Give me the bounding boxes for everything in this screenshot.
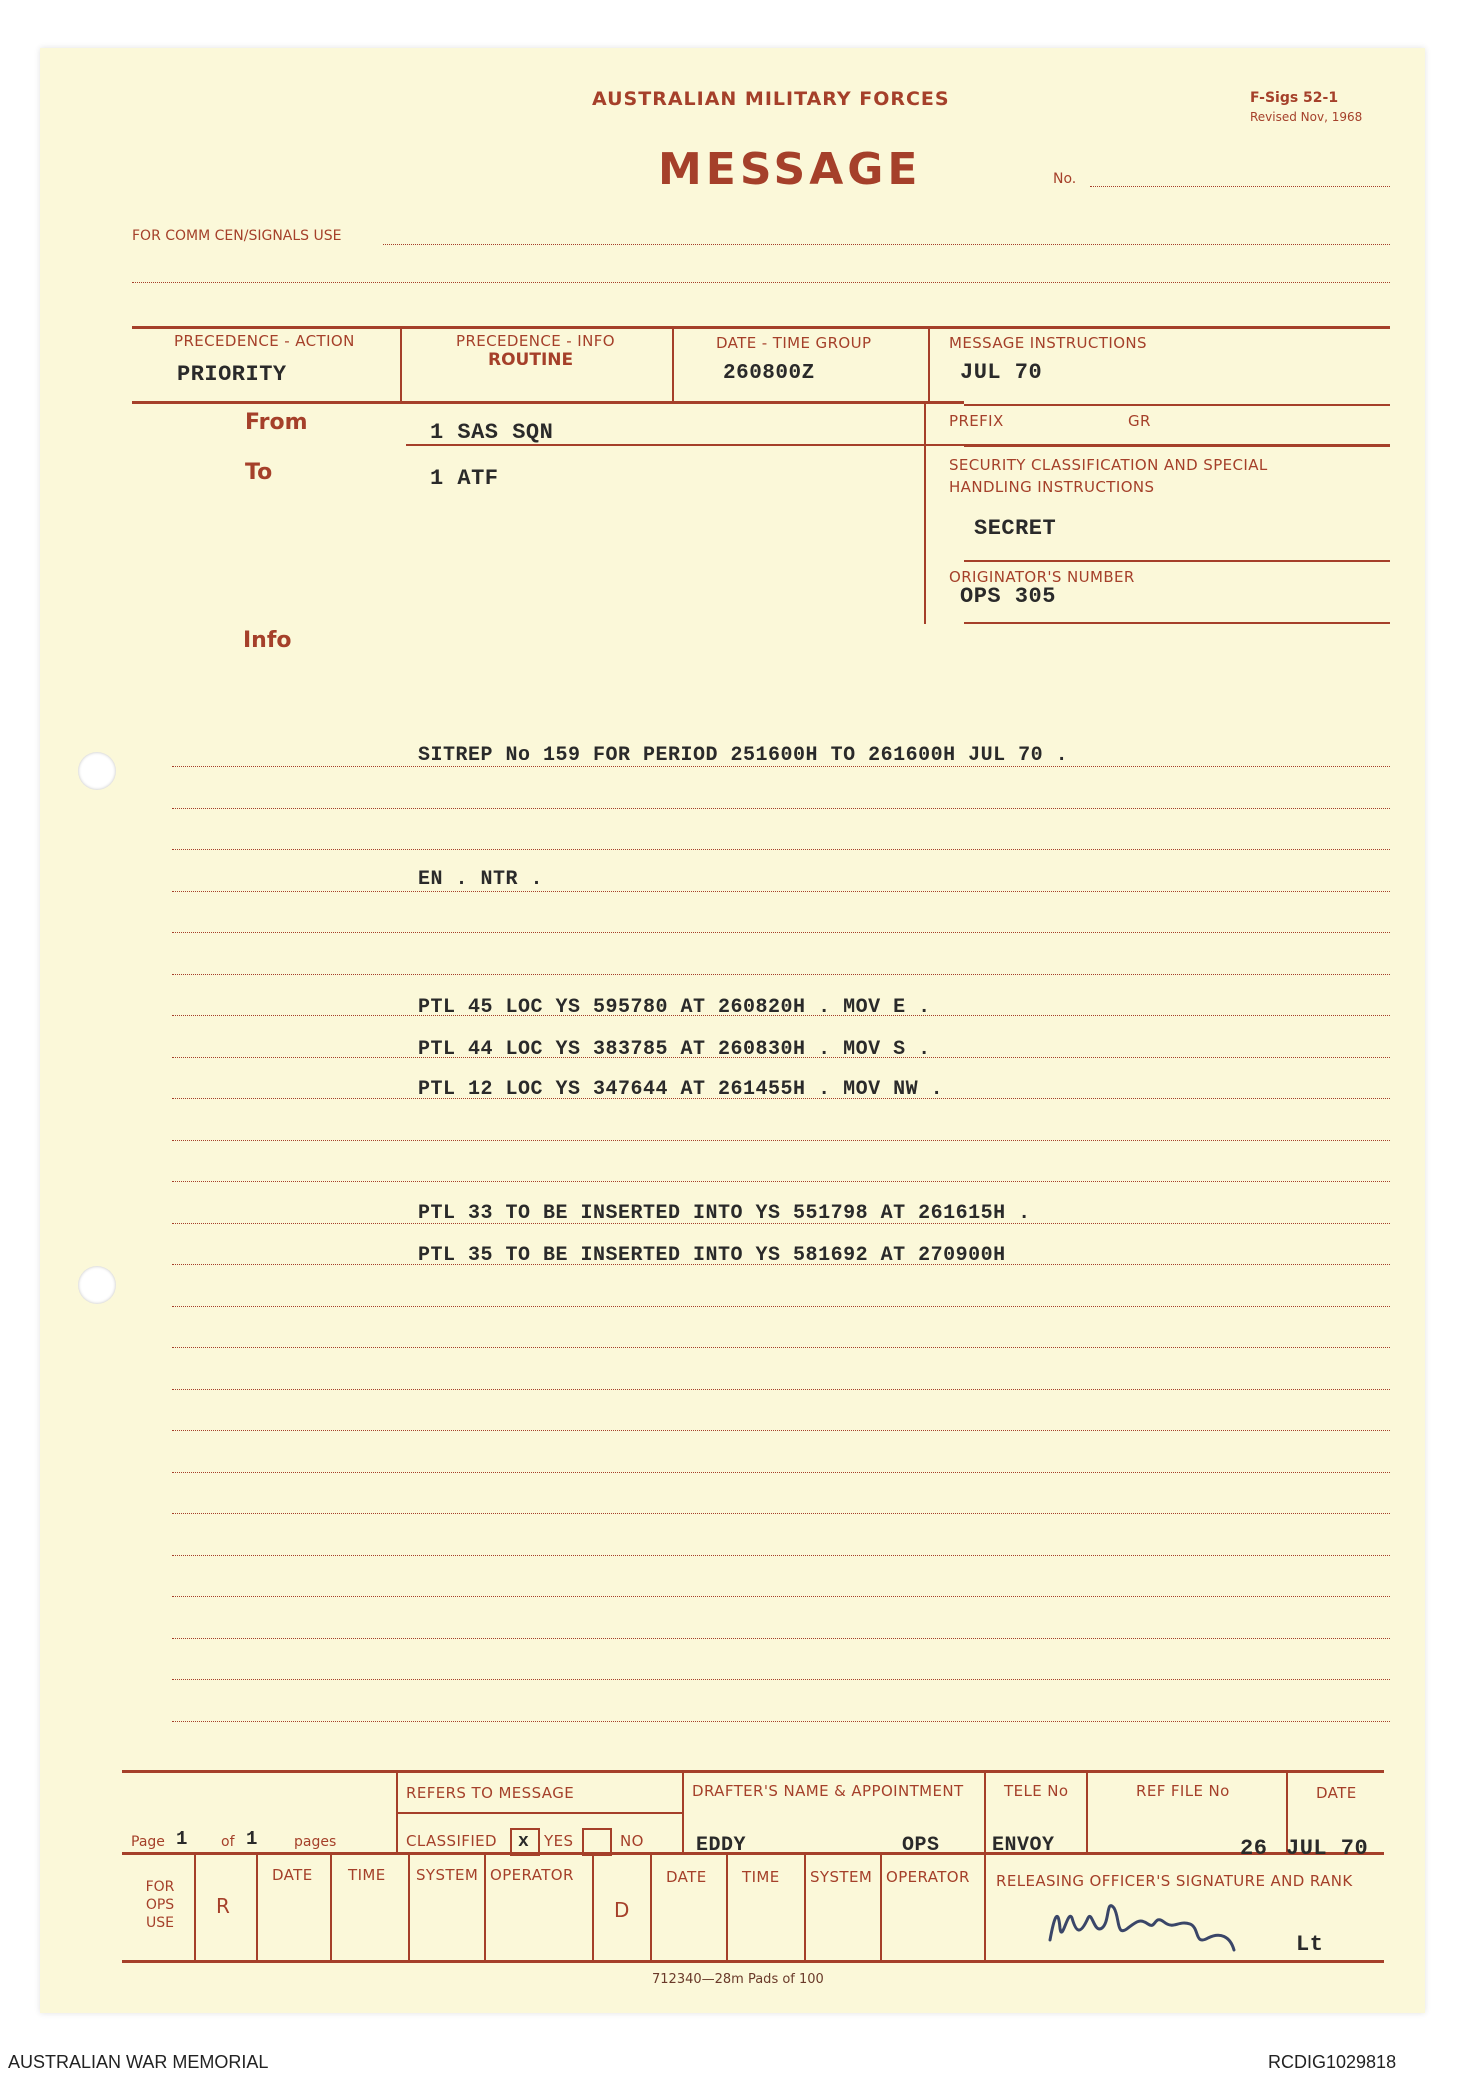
drafter-appointment: OPS [902,1834,940,1857]
precedence-action-value: PRIORITY [177,362,287,387]
col-system-2: SYSTEM [810,1868,873,1886]
ruled-line [172,1638,1390,1639]
body-line-ptl35: PTL 35 TO BE INSERTED INTO YS 581692 AT 270900H [418,1244,1006,1267]
precedence-action-label: PRECEDENCE - ACTION [174,332,355,350]
d-cell: D [614,1898,630,1922]
archive-source: AUSTRALIAN WAR MEMORIAL [8,2052,269,2072]
page-total: 1 [246,1828,258,1850]
ruled-line [172,1513,1390,1514]
bottom-mid-rule [122,1852,1384,1855]
form-revised: Revised Nov, 1968 [1250,110,1363,124]
bottom-end-rule [122,1960,1384,1963]
ruled-line [172,932,1390,933]
instructions-value: JUL 70 [960,360,1043,385]
originator-label: ORIGINATOR'S NUMBER [949,568,1135,586]
classified-label: CLASSIFIED [406,1832,497,1850]
instructions-label: MESSAGE INSTRUCTIONS [949,334,1147,352]
ops-div-5 [484,1854,486,1962]
to-label: To [245,460,273,485]
right-box-divider [924,404,926,624]
to-value: 1 ATF [430,466,499,491]
prefix-label: PREFIX [949,412,1004,430]
col-div-d [1086,1772,1088,1854]
from-label: From [245,410,308,435]
ops-div-10 [880,1854,882,1962]
ruled-line [172,1555,1390,1556]
comm-cen-label: FOR COMM CEN/SIGNALS USE [132,228,342,244]
date-label: DATE [1316,1784,1357,1802]
r-cell: R [216,1894,230,1918]
no-field-line [1090,186,1390,187]
col-date-1: DATE [272,1866,313,1884]
bottom-top-rule [122,1770,1384,1773]
page-number: 1 [176,1828,188,1850]
officer-signature [1044,1888,1254,1960]
divider-1 [400,328,402,402]
col-time-1: TIME [348,1866,386,1884]
ops-div-3 [330,1854,332,1962]
col-operator-2: OPERATOR [886,1868,970,1886]
body-line-ptl45: PTL 45 LOC YS 595780 AT 260820H . MOV E . [418,996,931,1019]
checkbox-mark: x [518,1832,530,1852]
refers-label: REFERS TO MESSAGE [406,1784,575,1802]
dtg-label: DATE - TIME GROUP [716,334,872,352]
prefix-bottom-rule [964,444,1390,447]
comm-cen-line-2 [132,282,1390,283]
rank-value: Lt [1296,1932,1324,1957]
comm-cen-line [383,244,1390,245]
precedence-info-label: PRECEDENCE - INFO [456,332,615,350]
ruled-line [172,1721,1390,1722]
gr-label: GR [1128,412,1151,430]
body-line-sitrep: SITREP No 159 FOR PERIOD 251600H TO 261600H JUL 70 . [418,744,1069,767]
no-label-classified: NO [620,1832,644,1850]
classified-yes-checkbox[interactable] [510,1828,540,1856]
ops-div-4 [408,1854,410,1962]
message-form [40,48,1425,2013]
col-div-c [984,1772,986,1854]
date-value: JUL 70 [1286,1836,1369,1861]
body-line-ptl33: PTL 33 TO BE INSERTED INTO YS 551798 AT 261615H . [418,1202,1031,1225]
ruled-line [172,1181,1390,1182]
releasing-label: RELEASING OFFICER'S SIGNATURE AND RANK [996,1872,1353,1890]
ops-use-label: FOR OPS USE [145,1879,175,1931]
table-top-rule [132,326,1390,329]
org-heading: AUSTRALIAN MILITARY FORCES [592,88,950,110]
dtg-value: 260800Z [723,362,815,385]
ops-div-8 [726,1854,728,1962]
security-value: SECRET [974,516,1057,541]
punch-hole-bottom [78,1266,116,1304]
ruled-line [172,974,1390,975]
ops-div-11 [984,1854,986,1962]
precedence-info-value: ROUTINE [488,350,574,370]
ruled-line [172,808,1390,809]
body-line-ptl44: PTL 44 LOC YS 383785 AT 260830H . MOV S . [418,1038,931,1061]
drafter-label: DRAFTER'S NAME & APPOINTMENT [692,1782,964,1800]
drafter-name: EDDY [696,1834,747,1857]
ops-div-1 [194,1854,196,1962]
classified-no-checkbox[interactable] [582,1828,612,1856]
info-label: Info [243,628,292,653]
print-note: 712340—28m Pads of 100 [652,1972,824,1987]
divider-3 [928,328,930,402]
ruled-line [172,1430,1390,1431]
from-value: 1 SAS SQN [430,420,554,445]
security-label-1: SECURITY CLASSIFICATION AND SPECIAL [949,456,1268,474]
ruled-line [172,1679,1390,1680]
ruled-line [172,1306,1390,1307]
col-time-2: TIME [742,1868,780,1886]
tele-label: TELE No [1004,1782,1069,1800]
divider-2 [672,328,674,402]
col-operator-1: OPERATOR [490,1866,574,1884]
form-code: F-Sigs 52-1 [1250,90,1339,106]
ops-div-9 [804,1854,806,1962]
ruled-line [172,1389,1390,1390]
prefix-top-rule [964,404,1390,406]
tele-value: ENVOY [992,1834,1055,1857]
archive-id: RCDIG1029818 [1268,2052,1397,2072]
security-bottom-rule [964,560,1390,562]
table-mid-rule [132,401,964,404]
col-system-1: SYSTEM [416,1866,479,1884]
ruled-line [172,891,1390,892]
ref-file-value: 26 [1240,1836,1268,1861]
ruled-line [172,1472,1390,1473]
ops-div-2 [256,1854,258,1962]
ruled-line [172,849,1390,850]
yes-label: YES [544,1832,574,1850]
ops-div-7 [650,1854,652,1962]
col-div-b [682,1772,684,1854]
ops-div-6 [592,1854,594,1962]
no-label: No. [1053,171,1077,187]
body-line-enemy: EN . NTR . [418,868,544,891]
message-title: MESSAGE [658,144,922,195]
ruled-line [172,1140,1390,1141]
page-label: Page [131,1834,165,1850]
col-date-2: DATE [666,1868,707,1886]
col-div-a [396,1772,398,1854]
refers-rule [396,1812,682,1814]
ref-file-label: REF FILE No [1136,1782,1230,1800]
ruled-line [172,1596,1390,1597]
security-label-2: HANDLING INSTRUCTIONS [949,478,1155,496]
originator-bottom-rule [964,622,1390,624]
originator-value: OPS 305 [960,584,1056,609]
punch-hole-top [78,752,116,790]
of-label: of [221,1834,235,1850]
ruled-line [172,1347,1390,1348]
body-line-ptl12: PTL 12 LOC YS 347644 AT 261455H . MOV NW . [418,1078,944,1101]
pages-label: pages [294,1834,337,1850]
